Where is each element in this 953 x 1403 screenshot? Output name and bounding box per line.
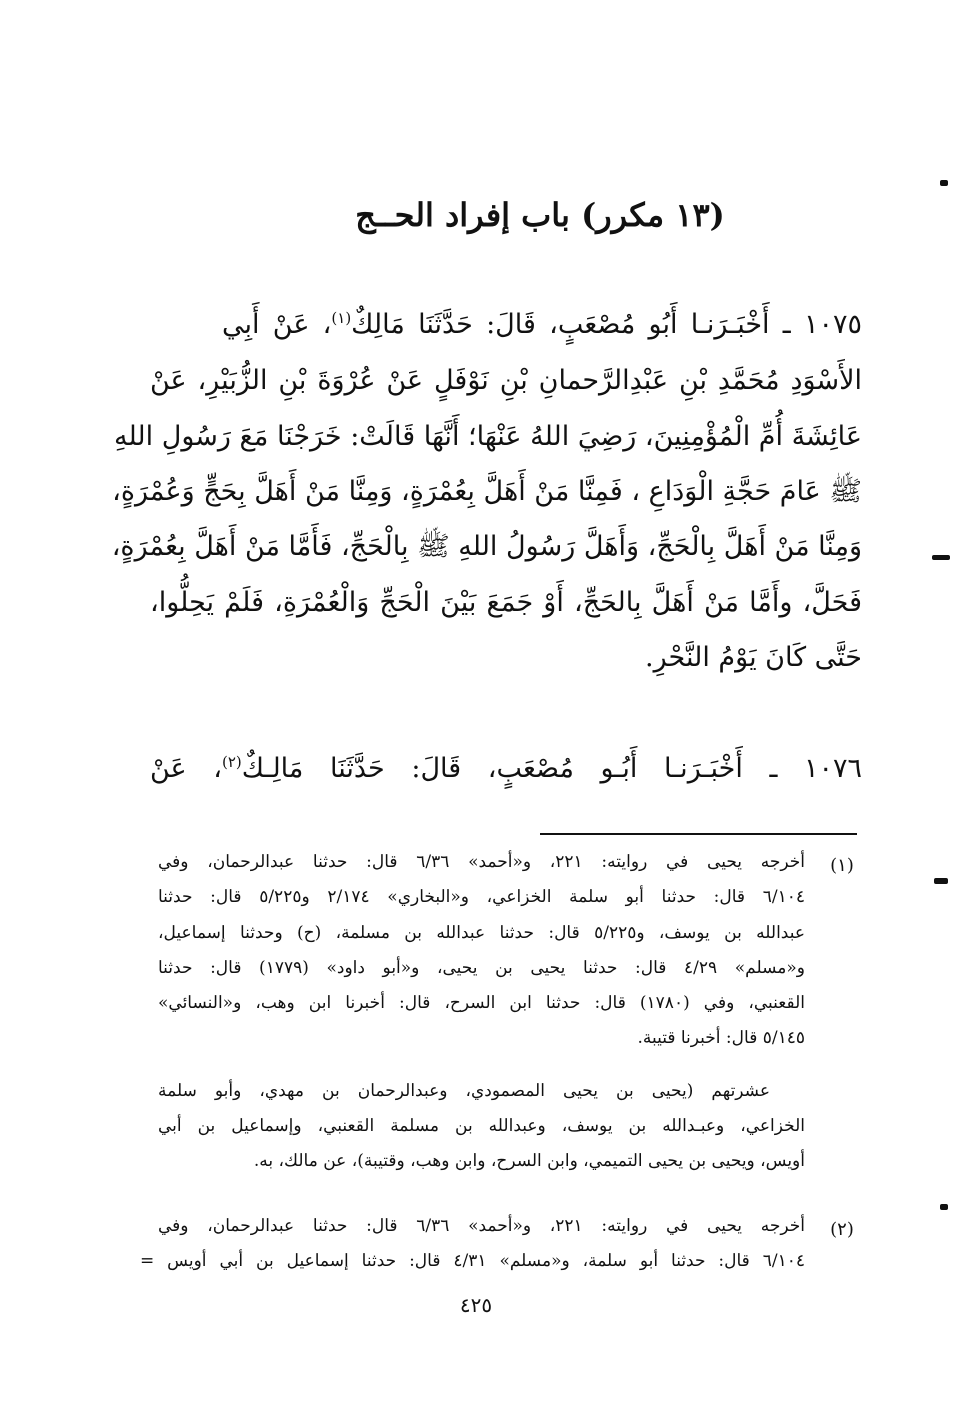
hadith-1076-line-1 (150, 749, 862, 789)
footnote-2-line-1: أخرجه يحيى في روايته: ٢٢١، و«أحمد» ٦/٣٦ قال: حدثنا عبدالرحمان، وفي (158, 1216, 805, 1236)
scan-mark (932, 555, 950, 560)
hadith-1075-line-6: فَحَلَّ، وأَمَّا مَنْ أَهَلَّ بِالحَجِّ، أَوْ جَمَعَ بَيْنَ الْحَجِّ وَالْعُمْرَةِ، فَلَمْ يَحِلُّوا، (150, 587, 862, 618)
footnote-2-line-2: ٦/١٠٤ قال: حدثنا أبو سلمة، و«مسلم» ٤/٣١ قال: حدثنا إسماعيل بن أبي أويس = (140, 1251, 805, 1271)
footnote-1-cont-line-3: أويس، ويحيى بن يحيى التميمي، وابن السرح، وابن وهب، وقتيبة)، عن مالك، به. (253, 1151, 805, 1171)
hadith-1075-line-1-text: ١٠٧٥ ـ أَخْبَـرَنـا أَبُو مُصْعَبٍ، قَالَ: حَدَّثَنَا مَالِكٌ (351, 309, 862, 340)
hadith-1075-line-5: وَمِنَّا مَنْ أَهَلَّ بِالْحَجِّ، وَأَهَلَّ رَسُولُ اللهِ ﷺ بِالْحَجِّ، فَأَمَّا مَنْ أَهَلَّ بِعُمْرَةٍ، (111, 531, 862, 562)
hadith-1075-line-4: ﷺ عَامَ حَجَّةِ الْوَدَاعِ ، فَمِنَّا مَنْ أَهَلَّ بِعُمْرَةٍ، وَمِنَّا مَنْ أَهَلَّ بِحَجٍّ وَعُمْرَةٍ، (112, 476, 862, 507)
footnote-separator (540, 833, 857, 835)
footnote-1-line-6: ٥/١٤٥ قال: أخبرنا قتيبة. (637, 1028, 805, 1048)
chapter-heading: (١٣ مكرر) باب إفراد الحــج (355, 196, 725, 234)
hadith-1075-line-7: حَتَّى كَانَ يَوْمُ النَّحْرِ. (645, 642, 862, 673)
hadith-1075-line-1-tail: ، عَنْ أَبِي (222, 309, 332, 340)
scan-mark (940, 180, 948, 186)
footnote-1-line-1: أخرجه يحيى في روايته: ٢٢١، و«أحمد» ٦/٣٦ قال: حدثنا عبدالرحمان، وفي (158, 852, 805, 872)
hadith-1075-line-3: عَائِشَةَ أُمِّ الْمُؤْمِنِينَ، رَضِيَ اللهُ عَنْهَا؛ أَنَّهَا قَالَتْ: خَرَجْنَا مَعَ رَسُولِ اللهِ (114, 421, 862, 452)
hadith-1076-tail: ، عَنْ (150, 753, 222, 784)
hadith-1076-text: ١٠٧٦ ـ أَخْبَـرَنـا أَبُـو مُصْعَبٍ، قَالَ: حَدَّثَنَا مَالِـكٌ (241, 753, 862, 784)
hadith-1075-line-1 (222, 305, 862, 345)
scan-mark (940, 1204, 948, 1210)
hadith-1075-line-2: الأَسْوَدِ مُحَمَّدِ بْنِ عَبْدِالرَّحمانِ بْنِ نَوْفَلٍ عَنْ عُرْوَةَ بْنِ الزُّبَيْرِ، عَنْ (150, 365, 862, 396)
footnote-1-cont-line-2: الخزاعي، وعبـدالله بن يوسف، وعبدالله بن مسلمة القعنبي، وإسماعيل بن أبي (158, 1116, 805, 1136)
footnote-1-line-5: القعنبي، وفي (١٧٨٠) قال: حدثنا ابن السرح، قال: أخبرنا ابن وهب، و«النسائي» (158, 993, 805, 1013)
footnote-1-number: (١) (830, 855, 854, 876)
page-number: ٤٢٥ (459, 1293, 493, 1317)
scan-mark (934, 878, 948, 884)
footnote-1-line-3: عبدالله بن يوسف، و٥/٢٢٥ قال: حدثنا عبدالله بن مسلمة، (ح) وحدثنا إسماعيل، (158, 923, 805, 943)
footnote-1-cont-line-1: عشرتهم (يحيى بن يحيى المصمودي، وعبدالرحمان بن مهدي، وأبو سلمة (158, 1081, 770, 1101)
footnote-1-line-2: ٦/١٠٤ قال: حدثنا أبو سلمة الخزاعي، و«البخاري» ٢/١٧٤ و٥/٢٢٥ قال: حدثنا (158, 887, 805, 907)
footnote-1-line-4: و«مسلم» ٤/٢٩ قال: حدثنا يحيى بن يحيى، و«أبو داود» (١٧٧٩) قال: حدثنا (158, 958, 805, 978)
footnote-ref-2: (٢) (222, 753, 242, 771)
footnote-ref-1: (١) (331, 309, 352, 327)
footnote-2-number: (٢) (830, 1219, 854, 1240)
